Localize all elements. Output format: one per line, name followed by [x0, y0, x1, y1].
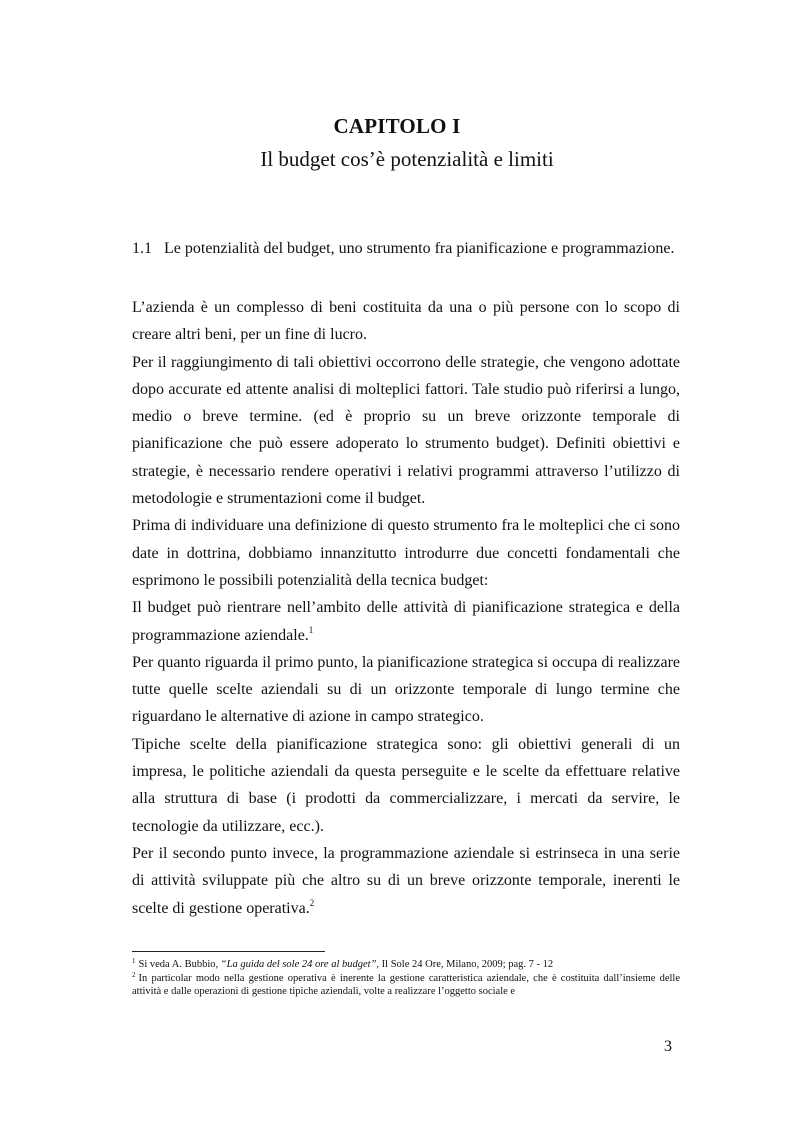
- footnotes: [132, 958, 680, 999]
- paragraph: Prima di individuare una definizione di questo strumento fra le molteplici che ci sono date in dottrina, dobbiamo innanzitutto introdurre due concetti fondamentali che esprimono le possibili potenzialità della tecnica budget:: [132, 517, 680, 589]
- paragraph: Per il raggiungimento di tali obiettivi occorrono delle strategie, che vengono adottate dopo accurate ed attente analisi di molteplici fattori. Tale studio può riferirsi a lungo, medio o breve termine. (ed è proprio su un breve orizzonte temporale di pianificazione che può essere adoperato lo strumento budget). Definiti obiettivi e strategie, è necessario rendere operativi i relativi programmi attraverso l’utilizzo di metodologie e strumentazioni come il budget.: [132, 353, 680, 508]
- footnote-ref[interactable]: 1: [308, 624, 314, 635]
- paragraph-text: Il budget può rientrare nell’ambito delle attività di pianificazione strategica e della programmazione aziendale.: [132, 599, 680, 644]
- section-title: Le potenzialità del budget, uno strumento fra pianificazione e programmazione.: [164, 240, 675, 257]
- paragraph: [132, 594, 680, 649]
- paragraph: L’azienda è un complesso di beni costituita da una o più persone con lo scopo di creare altri beni, per un fine di lucro.: [132, 299, 680, 344]
- body-text: [132, 294, 680, 922]
- footnote: [132, 972, 680, 999]
- footnote-text: Si veda A. Bubbio,: [138, 959, 221, 970]
- footnote-italic-title: “La guida del sole 24 ore al budget”,: [220, 959, 380, 970]
- chapter-label: CAPITOLO I: [333, 114, 461, 138]
- footnote-ref[interactable]: 2: [309, 897, 315, 908]
- paragraph: Per quanto riguarda il primo punto, la pianificazione strategica si occupa di realizzare tutte quelle scelte aziendali su di un orizzonte temporale di lungo termine che riguardano le alternative di azione in campo strategico.: [132, 653, 680, 726]
- section-number: 1.1: [132, 240, 152, 257]
- footnote-text: Il Sole 24 Ore, Milano, 2009; pag. 7 - 12: [379, 959, 554, 970]
- footnote-text: In particolar modo nella gestione operativa è inerente la gestione caratteristica aziendale, che è costituita dall’insieme delle attività e dalle operazioni di gestione tipiche aziendali, volte a realizzare l’oggetto sociale e: [132, 972, 680, 997]
- paragraph: Tipiche scelte della pianificazione strategica sono: gli obiettivi generali di un impresa, le politiche aziendali da questa perseguite e le scelte da effettuare relative alla struttura di base (i prodotti da commercializzare, i mercati da servire, le tecnologie da utilizzare, ecc.).: [132, 735, 680, 835]
- footnote-mark: 2: [132, 970, 136, 979]
- paragraph: [132, 840, 680, 922]
- page-number: 3: [664, 1038, 672, 1055]
- footnote-separator: [132, 951, 325, 952]
- section-heading: [132, 240, 674, 258]
- chapter-title: Il budget cos’è potenzialità e limiti: [260, 147, 554, 171]
- paragraph-text: Per il secondo punto invece, la programmazione aziendale si estrinseca in una serie di attività sviluppate più che altro su di un breve orizzonte temporale, inerenti le scelte di gestione operativa.: [132, 844, 680, 917]
- footnote: [132, 958, 680, 972]
- footnote-mark: 1: [132, 957, 136, 965]
